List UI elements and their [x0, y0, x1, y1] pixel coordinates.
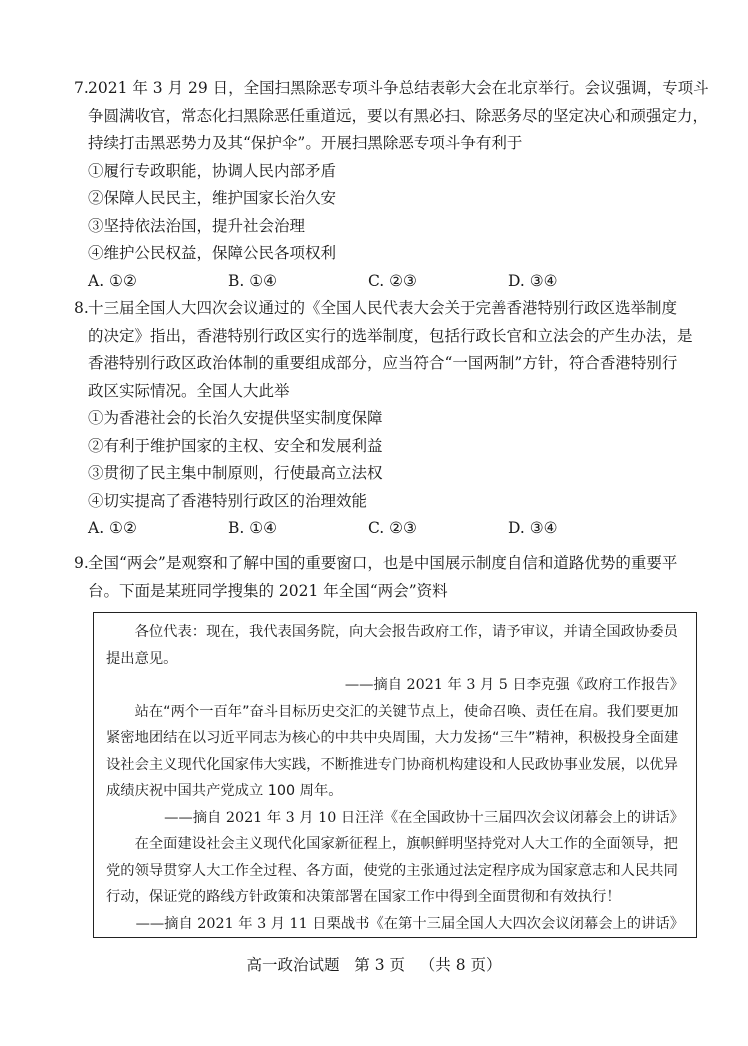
material-source: ——摘自 2021 年 3 月 10 日汪洋《在全国政协十三届四次会议闭幕会上的讲话》 [164, 809, 684, 826]
material-text: 更加紧密地团结在以习近平同志为核心的中共中央周围，大力发扬“三牛”精神，积极投 [106, 703, 679, 746]
material-paragraph [106, 699, 684, 805]
question-stem-line: 的决定》指出，香港特别行政区实行的选举制度，包括行政长官和立法会的产生办法，是 [88, 326, 693, 345]
material-text: 共同行动，保证党的路线方针政策和决策部署在国家工作中得到全面贯彻和有效执行！ [106, 862, 678, 905]
choice-b[interactable]: B. ①④ [228, 271, 278, 290]
question-stem-line: 争圆满收官，常态化扫黑除恶任重道远，要以有黑必扫、除恶务尽的坚定决心和顽强定力， [88, 106, 709, 125]
question-stem-line: 持续打击黑恶势力及其“保护伞”。开展扫黑除恶专项斗争有利于 [88, 134, 523, 152]
material-text: 站在“两个一百年”奋斗目标历史交汇的关键节点上，使命召唤、责任在肩。我们要 [134, 703, 650, 720]
statement-option: ④维护公民权益，保障公民各项权利 [88, 244, 337, 262]
choice-c[interactable]: C. ②③ [368, 519, 417, 537]
question-stem-line: 香港特别行政区政治体制的重要组成部分，应当符合“一国两制”方针，符合香港特别行 [88, 354, 678, 372]
question-number: 9. [74, 554, 89, 572]
material-text: 发展，以优异成绩庆祝中国共产党成立 100 周年。 [106, 756, 678, 799]
question-number: 8. [74, 299, 89, 317]
choice-a[interactable]: A. ①② [88, 519, 137, 537]
answer-choices [88, 515, 674, 543]
question-stem-line: 十三届全国人大四次会议通过的《全国人民代表大会关于完善香港特别行政区选举制度 [88, 299, 678, 317]
material-box [93, 612, 697, 938]
material-text: 把党的领导贯穿人大工作全过程、各方面，使党的主张通过法定程序成为国家意志和人民 [106, 836, 678, 879]
material-text: 提出意见。 [106, 650, 178, 667]
choice-d[interactable]: D. ③④ [508, 519, 558, 537]
question-stem-line: 2021 年 3 月 29 日，全国扫黑除恶专项斗争总结表彰大会在北京举行。会议强调，专项斗 [88, 79, 709, 97]
question-9 [74, 550, 678, 605]
material-text: 在全面建设社会主义现代化国家新征程上，旗帜鲜明坚持党对人大工作的全面领导， [134, 836, 664, 852]
material-paragraph [106, 831, 684, 911]
statement-option: ③坚持依法治国，提升社会治理 [88, 216, 306, 235]
statement-option: ④切实提高了香港特别行政区的治理效能 [88, 491, 368, 510]
material-source: ——摘自 2021 年 3 月 11 日栗战书《在第十三届全国人大四次会议闭幕会上的讲话》 [135, 915, 684, 932]
answer-choices [88, 268, 674, 296]
statement-option: ①为香港社会的长治久安提供坚实制度保障 [88, 409, 383, 427]
choice-a[interactable]: A. ①② [88, 271, 137, 290]
statement-option: ②有利于维护国家的主权、安全和发展利益 [88, 436, 383, 455]
question-number: 7. [74, 79, 89, 97]
question-stem-line: 全国“两会”是观察和了解中国的重要窗口，也是中国展示制度自信和道路优势的重要平 [88, 554, 678, 572]
statement-option: ①履行专政职能，协调人民内部矛盾 [88, 161, 337, 180]
statement-option: ②保障人民民主，维护国家长治久安 [88, 189, 337, 207]
material-text: 身全面建设社会主义现代化国家伟大实践，不断推进专门协商机构建设和人民政协事业 [106, 730, 679, 773]
statement-option: ③贯彻了民主集中制原则，行使最高立法权 [88, 464, 383, 482]
question-8 [74, 295, 693, 543]
material-paragraph [106, 619, 684, 672]
material-text: 各位代表：现在，我代表国务院，向大会报告政府工作，请予审议，并请全国政协委员 [134, 624, 678, 640]
choice-b[interactable]: B. ①④ [228, 519, 278, 537]
material-source: ——摘自 2021 年 3 月 5 日李克强《政府工作报告》 [344, 677, 684, 693]
page-footer: 高一政治试题 第 3 页 （共 8 页） [246, 956, 502, 974]
question-stem-line: 政区实际情况。全国人大此举 [88, 381, 290, 400]
choice-c[interactable]: C. ②③ [368, 271, 417, 290]
choice-d[interactable]: D. ③④ [508, 271, 558, 290]
question-7 [74, 75, 709, 295]
question-stem-line: 台。下面是某班同学搜集的 2021 年全国“两会”资料 [88, 581, 448, 600]
